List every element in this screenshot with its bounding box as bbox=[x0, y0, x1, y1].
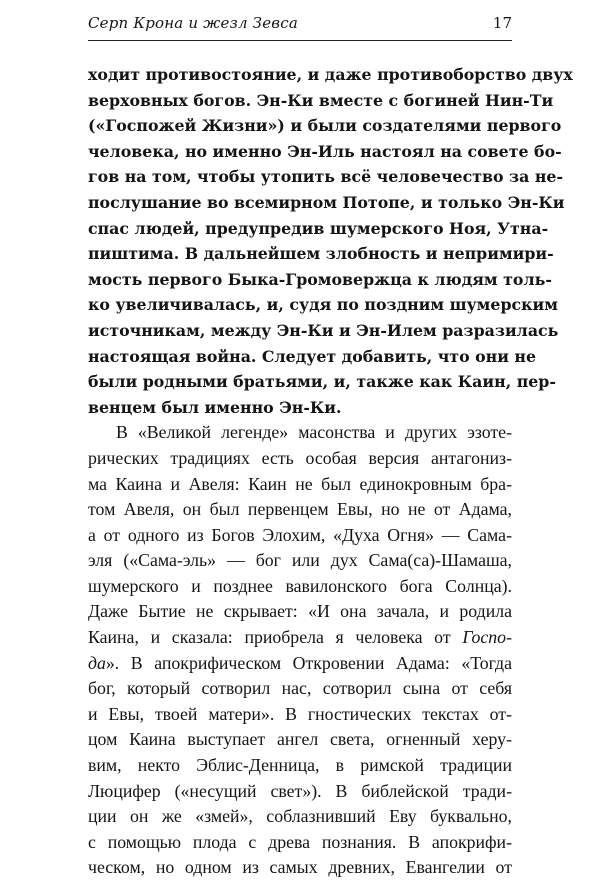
text-line bbox=[88, 625, 512, 651]
text-line: Люцифер («несущий свет»). В библейской тради- bbox=[88, 780, 512, 801]
page-header bbox=[88, 14, 512, 41]
body-text bbox=[88, 62, 573, 881]
text-line: цом Каина выступает ангел света, огненный херу- bbox=[88, 729, 512, 750]
text-line: были родными братьями, и, также как Каин, пер- bbox=[88, 372, 556, 392]
text-line: источникам, между Эн-Ки и Эн-Илем разразилась bbox=[88, 320, 559, 340]
text-line: гов на том, чтобы утопить всё человечество за не- bbox=[88, 167, 563, 187]
text-line: ко увеличивалась, и, судя по поздним шумерским bbox=[88, 295, 558, 315]
text-line: («Госпожей Жизни») и были создателями первого bbox=[88, 116, 562, 136]
text-line: послушание во всемирном Потопе, и только Эн-Ки bbox=[88, 192, 565, 212]
text-line: венцем был именно Эн-Ки. bbox=[88, 397, 342, 417]
running-title: Серп Крона и жезл Зевса bbox=[88, 14, 298, 32]
text-line: рических традициях есть особая версия антагониз- bbox=[88, 447, 512, 468]
text-line: с помощью плода с древа познания. В апокрифи- bbox=[88, 831, 512, 852]
text-line: ческом, но одном из самых древних, Евангелии от bbox=[88, 857, 512, 878]
text-line: бог, который сотворил нас, сотворил сына от себя bbox=[88, 678, 512, 699]
text-line: вим, некто Эблис-Денница, в римской традиции bbox=[88, 755, 512, 776]
text-line: а от одного из Богов Элохим, «Духа Огня» — Сама- bbox=[88, 524, 512, 545]
text-line: пиштима. В дальнейшем злобность и непримири- bbox=[88, 244, 554, 264]
text-line: ходит противостояние, и даже противоборство двух bbox=[88, 65, 573, 84]
text-line bbox=[88, 651, 512, 677]
text-line: В «Великой легенде» масонства и других эзоте- bbox=[116, 422, 512, 443]
text-line: мость первого Быка-Громовержца к людям толь- bbox=[88, 269, 552, 289]
text-line: человека, но именно Эн-Иль настоял на совете бо- bbox=[88, 141, 562, 161]
text-line: настоящая война. Следует добавить, что они не bbox=[88, 346, 537, 366]
italic-segment: да bbox=[88, 652, 106, 673]
italic-segment: Госпо- bbox=[462, 627, 512, 648]
text-segment: ». В апокрифическом Откровении Адама: «Тогда bbox=[105, 652, 512, 673]
text-line: спас людей, предупредив шумерского Ноя, Утна- bbox=[88, 218, 549, 238]
text-line: и Евы, твоей матери». В гностических текстах от- bbox=[88, 703, 512, 724]
text-line: ма Каина и Авеля: Каин не был единокровным бра- bbox=[88, 473, 512, 494]
text-line: ции он же «змей», соблазнивший Еву буквально, bbox=[88, 806, 512, 827]
text-line: верховных богов. Эн-Ки вместе с богиней Нин-Ти bbox=[88, 90, 554, 110]
page-number: 17 bbox=[492, 14, 512, 32]
text-line: Даже Бытие не скрывает: «И она зачала, и родила bbox=[88, 601, 512, 622]
text-line: шумерского и позднее вавилонского бога Солнца). bbox=[88, 575, 512, 596]
text-line: эля («Сама-эль» — бог или дух Сама(са)-Шамаша, bbox=[88, 550, 512, 571]
text-line: том Авеля, он был первенцем Евы, но не от Адама, bbox=[88, 499, 512, 520]
text-segment: Каина, и сказала: приобрела я человека от bbox=[88, 627, 463, 648]
